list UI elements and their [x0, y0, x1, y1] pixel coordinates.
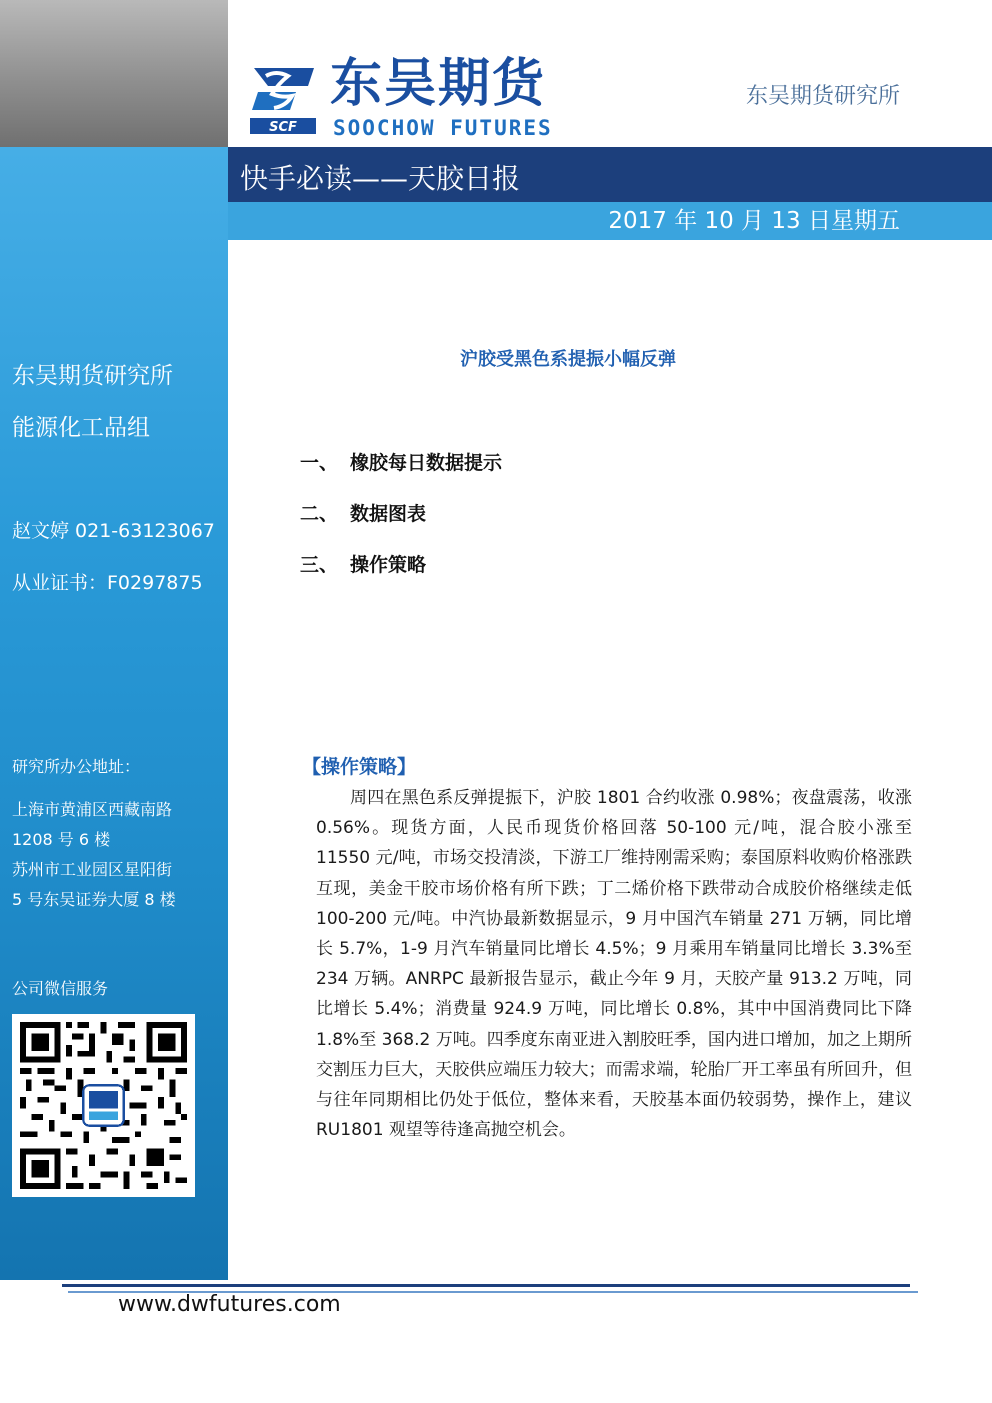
strategy-paragraph: 周四在黑色系反弹提振下，沪胶 1801 合约收涨 0.98%；夜盘震荡，收涨 0.56%。现货方面，人民币现货价格回落 50-100 元/吨，混合胶小涨至 11550 元/吨，市场交投清淡，下游工厂维持刚需采购；泰国原料收购价格涨跌互现，美金干胶市场价格有所下跌；丁二烯价格下跌带动合成胶价格继续走低 100-200 元/吨。中汽协最新数据显示，9 月中国汽车销量 271 万辆，同比增长 5.7%，1-9 月汽车销量同比增长 4.5%；9 月乘用车销量同比增长 3.3%至 234 万辆。ANRPC 最新报告显示，截止今年 9 月，天胶产量 913.2 万吨，同比增长 5.4%；消费量 924.9 万吨，同比增长 0.8%，其中中国消费同比下降 1.8%至 368.2 万吨。四季度东南亚进入割胶旺季，国内进口增加，加之上期所交割压力巨大，天胶供应端压力较大；而需求端，轮胎厂开工率虽有所回升，但与往年同期相比仍处于低位，整体来看，天胶基本面仍较弱势，操作上，建议 RU1801 观望等待逢高抛空机会。 [316, 788, 912, 1141]
toc-label: 橡胶每日数据提示 [350, 452, 503, 474]
sidebar-license: 从业证书：F0297875 [12, 572, 203, 594]
toc-item [300, 550, 426, 577]
toc-number: 一、 [300, 452, 339, 474]
footer-rule [62, 1284, 910, 1287]
logo-english-name: SOOCHOW FUTURES [333, 116, 553, 140]
header-institute: 东吴期货研究所 [746, 84, 901, 109]
logo-chinese-name: 东吴期货 [330, 54, 547, 114]
sidebar-group: 能源化工品组 [12, 415, 150, 441]
toc-item [300, 499, 426, 526]
toc-label: 数据图表 [350, 503, 427, 525]
sidebar-address-label: 研究所办公地址： [12, 757, 141, 776]
logo-badge-text: SCF [269, 120, 297, 135]
header-gray-block [0, 0, 228, 147]
sidebar-address-line: 上海市黄浦区西藏南路 [12, 800, 173, 819]
strategy-section-label: 【操作策略】 [302, 756, 417, 778]
sidebar-analyst: 赵文婷 021-63123067 [12, 520, 215, 542]
logo-icon [248, 62, 318, 138]
toc-number: 二、 [300, 503, 339, 525]
footer-website: www.dwfutures.com [118, 1292, 341, 1317]
toc-item [300, 448, 502, 475]
sidebar-wechat-label: 公司微信服务 [12, 979, 109, 998]
report-title: 快手必读——天胶日报 [240, 162, 521, 195]
report-date: 2017 年 10 月 13 日星期五 [608, 208, 900, 234]
toc-label: 操作策略 [350, 554, 427, 576]
report-headline: 沪胶受黑色系提振小幅反弹 [460, 349, 676, 370]
sidebar-institute: 东吴期货研究所 [12, 363, 173, 389]
sidebar-address-line: 5 号东吴证券大厦 8 楼 [12, 890, 176, 909]
wechat-qr-code [12, 1014, 195, 1197]
toc-number: 三、 [300, 554, 339, 576]
sidebar-address-line: 苏州市工业园区星阳街 [12, 860, 173, 879]
sidebar-address-line: 1208 号 6 楼 [12, 830, 111, 849]
